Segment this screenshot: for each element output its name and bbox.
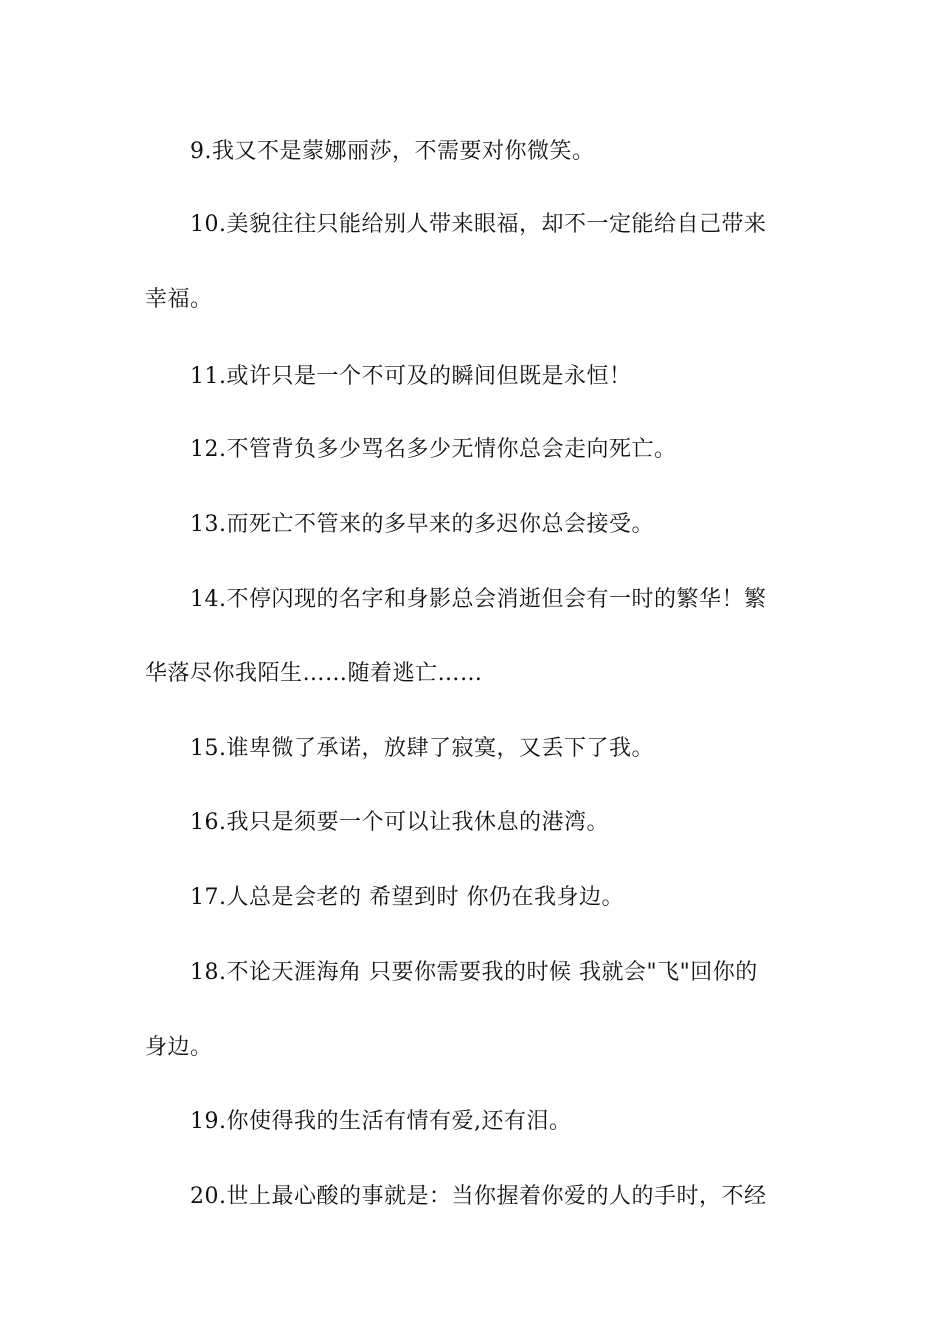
- text-line-14: 14.不停闪现的名字和身影总会消逝但会有一时的繁华！繁: [190, 587, 767, 612]
- text-line-14-cont: 华落尽你我陌生……随着逃亡……: [145, 661, 483, 686]
- text-line-11: 11.或许只是一个不可及的瞬间但既是永恒！: [190, 364, 632, 389]
- text-line-13: 13.而死亡不管来的多早来的多迟你总会接受。: [190, 512, 654, 537]
- text-line-16: 16.我只是须要一个可以让我休息的港湾。: [190, 810, 609, 835]
- text-line-12: 12.不管背负多少骂名多少无情你总会走向死亡。: [190, 437, 677, 462]
- text-line-18-cont: 身边。: [145, 1035, 213, 1060]
- text-line-20: 20.世上最心酸的事就是：当你握着你爱的人的手时，不经: [190, 1184, 767, 1209]
- text-line-19: 19.你使得我的生活有情有爱,还有泪。: [190, 1109, 572, 1134]
- text-line-15: 15.谁卑微了承诺，放肆了寂寞，又丢下了我。: [190, 736, 654, 761]
- text-line-9: 9.我又不是蒙娜丽莎，不需要对你微笑。: [190, 139, 595, 164]
- text-line-10-cont: 幸福。: [145, 287, 213, 312]
- text-line-18: 18.不论天涯海角 只要你需要我的时候 我就会"飞"回你的: [190, 960, 758, 985]
- text-line-17: 17.人总是会老的 希望到时 你仍在我身边。: [190, 885, 624, 910]
- text-line-10: 10.美貌往往只能给别人带来眼福，却不一定能给自己带来: [190, 212, 767, 237]
